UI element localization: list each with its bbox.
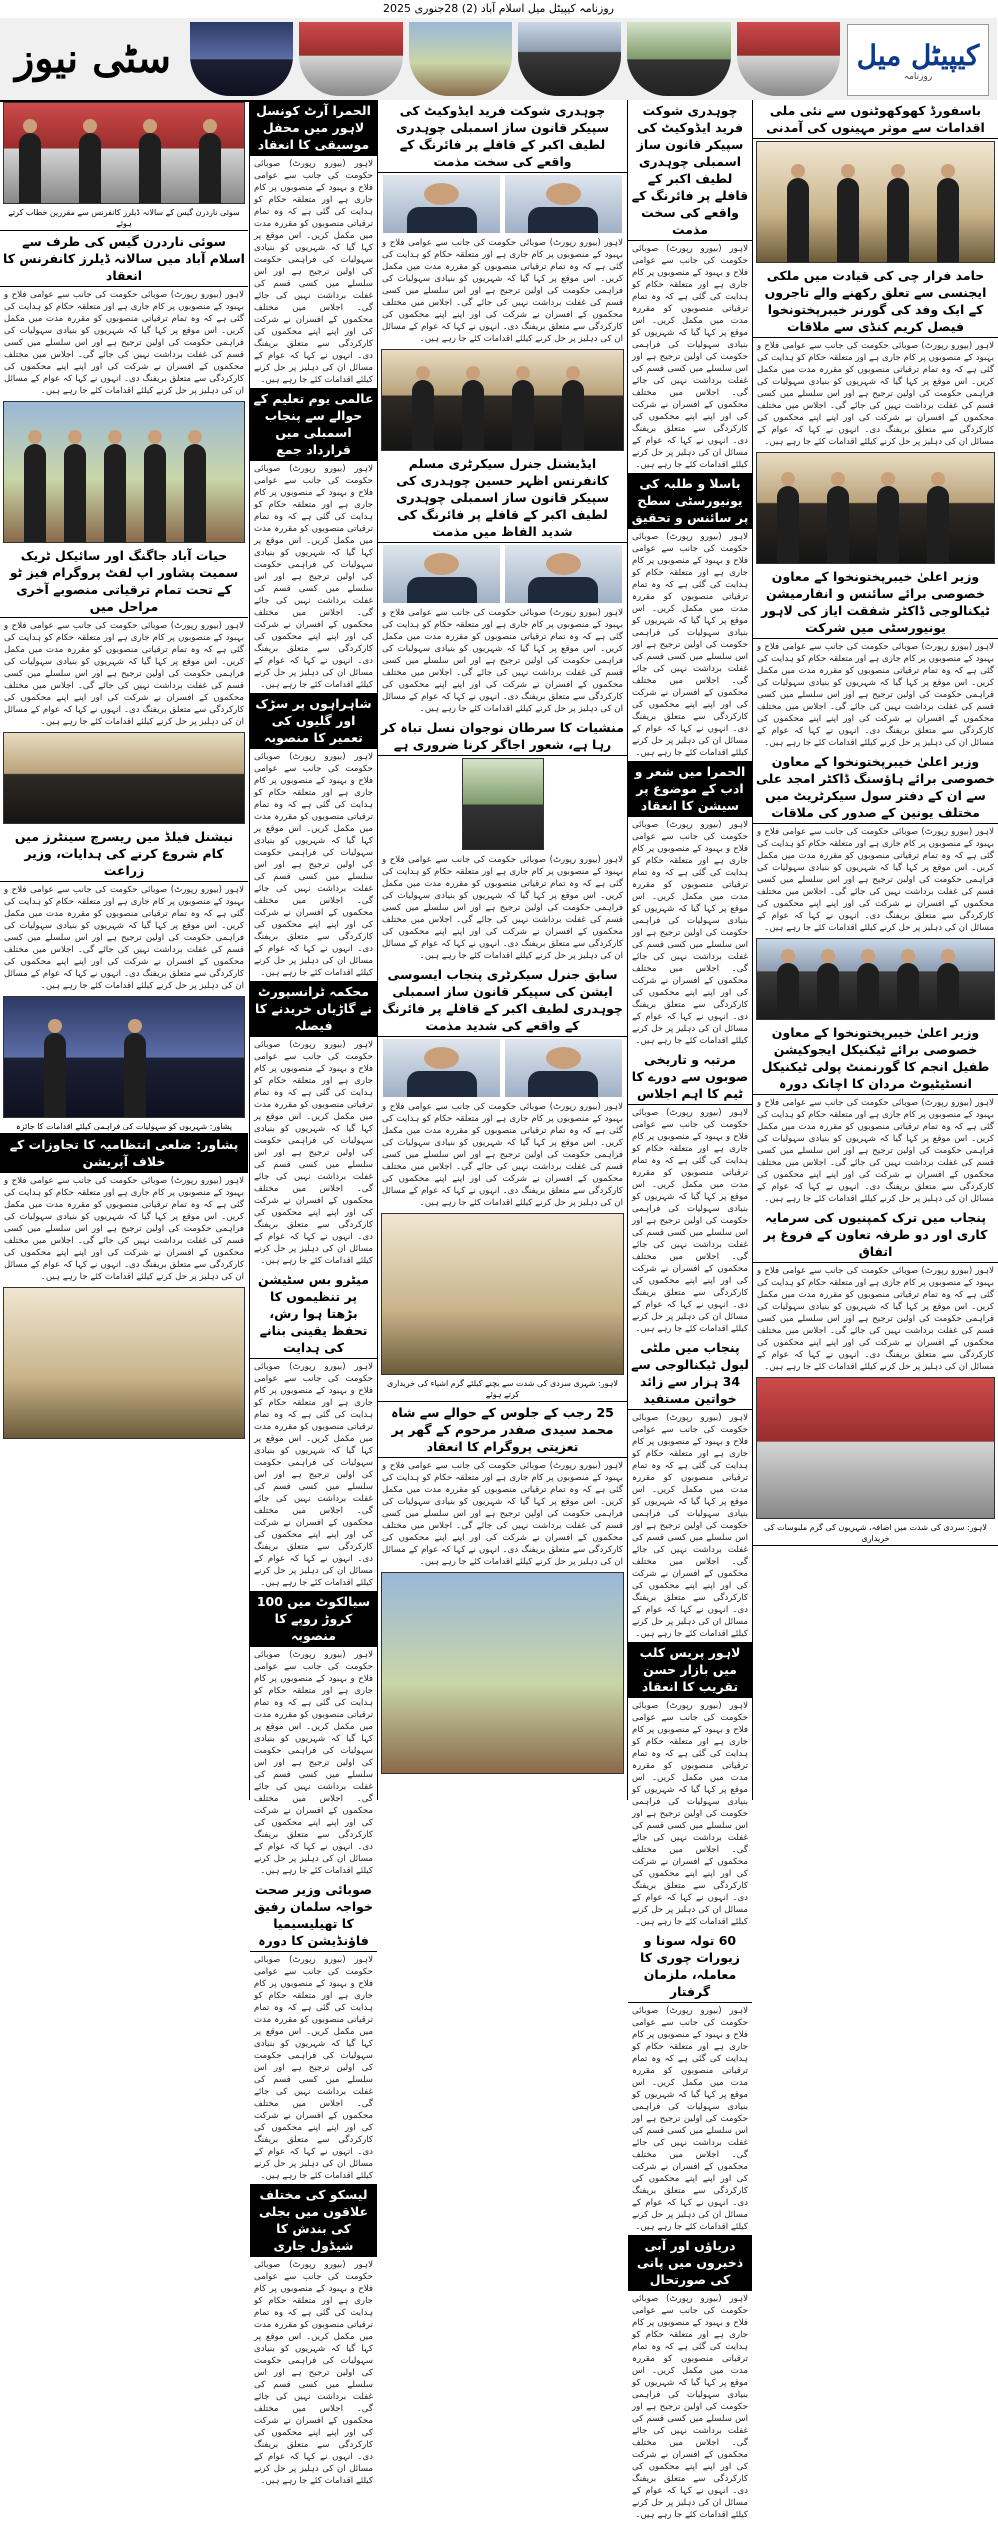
portrait [383, 1039, 500, 1097]
article-body: لاہور (بیورو رپورٹ) صوبائی حکومت کی جانب سے عوامی فلاح و بہبود کے منصوبوں پر کام جاری ہے اور متعلقہ حکام کو ہدایت کی گئی ہے کہ وہ تمام ترقیاتی منصوبوں کو مقررہ مدت میں مکمل کریں۔ اس موقع پر کہا گیا کہ شہریوں کو بنیادی سہولیات کی فراہمی حکومت کی اولین ترجیح ہے اور اس سلسلے میں کسی قسم کی غفلت برداشت نہیں کی جائے گی۔ اجلاس میں مختلف محکموں کے افسران نے شرکت کی اور اپنے اپنے محکموں کی کارکردگی سے متعلق بریفنگ دی۔ انہوں نے کہا کہ عوام کے مسائل ان کی دہلیز پر حل کرنے کیلئے اقدامات کئے جا رہے ہیں۔ [632, 2006, 748, 2232]
portrait [505, 175, 622, 233]
masthead-photo [737, 22, 840, 96]
news-photo [756, 141, 995, 263]
news-photo [3, 102, 245, 204]
headline: وزیر اعلیٰ خیبرپختونخوا کے معاون خصوصی برائے ہاؤسنگ ڈاکٹر امجد علی سے ان کے دفتر سول سیکرٹریٹ میں مختلف یونین کے صدور کی ملاقات [753, 751, 998, 824]
headline: وزیر اعلیٰ خیبرپختونخوا کے معاون خصوصی برائے ٹیکنیکل ایجوکیشن طفیل انجم کا گورنمنٹ پولی ٹیکنیکل انسٹیٹیوٹ مردان کا اچانک دورہ [753, 1022, 998, 1095]
portrait [383, 175, 500, 233]
article-body: لاہور (بیورو رپورٹ) صوبائی حکومت کی جانب سے عوامی فلاح و بہبود کے منصوبوں پر کام جاری ہے اور متعلقہ حکام کو ہدایت کی گئی ہے کہ وہ تمام ترقیاتی منصوبوں کو مقررہ مدت میں مکمل کریں۔ اس موقع پر کہا گیا کہ شہریوں کو بنیادی سہولیات کی فراہمی حکومت کی اولین ترجیح ہے اور اس سلسلے میں کسی قسم کی غفلت برداشت نہیں کی جائے گی۔ اجلاس میں مختلف محکموں کے افسران نے شرکت کی اور اپنے اپنے محکموں کی کارکردگی سے متعلق بریفنگ دی۔ انہوں نے کہا کہ عوام کے مسائل ان کی دہلیز پر حل کرنے کیلئے اقدامات کئے جا رہے ہیں۔ [4, 621, 244, 727]
dateline: روزنامہ کیپیٹل میل اسلام آباد (2) 28جنوری 2025 [383, 2, 614, 15]
photo-caption: لاہور: سردی کی شدت میں اضافہ، شہریوں کی گرم ملبوسات کی خریداری [753, 1521, 998, 1546]
headline: وزیر اعلیٰ خیبرپختونخوا کے معاون خصوصی برائے سائنس و انفارمیشن ٹیکنالوجی ڈاکٹر شفقت ایاز کی لاہور یونیورسٹی میں شرکت [753, 566, 998, 639]
headline: منشیات کا سرطان نوجوان نسل تباہ کر رہا ہے، شعور اجاگر کرنا ضروری ہے [378, 717, 627, 756]
article-body: لاہور (بیورو رپورٹ) صوبائی حکومت کی جانب سے عوامی فلاح و بہبود کے منصوبوں پر کام جاری ہے اور متعلقہ حکام کو ہدایت کی گئی ہے کہ وہ تمام ترقیاتی منصوبوں کو مقررہ مدت میں مکمل کریں۔ اس موقع پر کہا گیا کہ شہریوں کو بنیادی سہولیات کی فراہمی حکومت کی اولین ترجیح ہے اور اس سلسلے میں کسی قسم کی غفلت برداشت نہیں کی جائے گی۔ اجلاس میں مختلف محکموں کے افسران نے شرکت کی اور اپنے اپنے محکموں کی کارکردگی سے متعلق بریفنگ دی۔ انہوں نے کہا کہ عوام کے مسائل ان کی دہلیز پر حل کرنے کیلئے اقدامات کئے جا رہے ہیں۔ [757, 642, 994, 748]
masthead-photo [409, 22, 512, 96]
masthead-photo [627, 22, 730, 96]
headline: لاہور پریس کلب میں بازار حسن تقریب کا انعقاد [628, 1642, 752, 1698]
headline: باسلا و طلبہ کی یونیورسٹی سطح پر سائنس و تحقیق [628, 473, 752, 529]
article-body: لاہور (بیورو رپورٹ) صوبائی حکومت کی جانب سے عوامی فلاح و بہبود کے منصوبوں پر کام جاری ہے اور متعلقہ حکام کو ہدایت کی گئی ہے کہ وہ تمام ترقیاتی منصوبوں کو مقررہ مدت میں مکمل کریں۔ اس موقع پر کہا گیا کہ شہریوں کو بنیادی سہولیات کی فراہمی حکومت کی اولین ترجیح ہے اور اس سلسلے میں کسی قسم کی غفلت برداشت نہیں کی جائے گی۔ اجلاس میں مختلف محکموں کے افسران نے شرکت کی اور اپنے اپنے محکموں کی کارکردگی سے متعلق بریفنگ دی۔ انہوں نے کہا کہ عوام کے مسائل ان کی دہلیز پر حل کرنے کیلئے اقدامات کئے جا رہے ہیں۔ [254, 1650, 373, 1876]
headline: چوہدری شوکت فرید ایڈوکیٹ کی سپیکر قانون ساز اسمبلی چوہدری لطیف اکبر کے قافلے پر فائرنگ کے واقعے کی سخت مذمت [378, 100, 627, 173]
headline: پنجاب میں ترک کمپنیوں کی سرمایہ کاری اور دو طرفہ تعاون کے فروغ پر اتفاق [753, 1207, 998, 1263]
headline: حیات آباد جاگنگ اور سائیکل ٹریک سمیت پشاور اپ لفٹ پروگرام فیز ٹو کے تحت تمام ترقیاتی منصوبے آخری مراحل میں [0, 545, 248, 618]
news-photo [3, 732, 245, 824]
news-photo [381, 1213, 624, 1375]
article-body: لاہور (بیورو رپورٹ) صوبائی حکومت کی جانب سے عوامی فلاح و بہبود کے منصوبوں پر کام جاری ہے اور متعلقہ حکام کو ہدایت کی گئی ہے کہ وہ تمام ترقیاتی منصوبوں کو مقررہ مدت میں مکمل کریں۔ اس موقع پر کہا گیا کہ شہریوں کو بنیادی سہولیات کی فراہمی حکومت کی اولین ترجیح ہے اور اس سلسلے میں کسی قسم کی غفلت برداشت نہیں کی جائے گی۔ اجلاس میں مختلف محکموں کے افسران نے شرکت کی اور اپنے اپنے محکموں کی کارکردگی سے متعلق بریفنگ دی۔ انہوں نے کہا کہ عوام کے مسائل ان کی دہلیز پر حل کرنے کیلئے اقدامات کئے جا رہے ہیں۔ [382, 608, 623, 714]
headline: سوئی ناردرن گیس کی طرف سے اسلام آباد میں سالانہ ڈیلرز کانفرنس کا انعقاد [0, 231, 248, 287]
news-photo [3, 996, 245, 1118]
article-body: لاہور (بیورو رپورٹ) صوبائی حکومت کی جانب سے عوامی فلاح و بہبود کے منصوبوں پر کام جاری ہے اور متعلقہ حکام کو ہدایت کی گئی ہے کہ وہ تمام ترقیاتی منصوبوں کو مقررہ مدت میں مکمل کریں۔ اس موقع پر کہا گیا کہ شہریوں کو بنیادی سہولیات کی فراہمی حکومت کی اولین ترجیح ہے اور اس سلسلے میں کسی قسم کی غفلت برداشت نہیں کی جائے گی۔ اجلاس میں مختلف محکموں کے افسران نے شرکت کی اور اپنے اپنے محکموں کی کارکردگی سے متعلق بریفنگ دی۔ انہوں نے کہا کہ عوام کے مسائل ان کی دہلیز پر حل کرنے کیلئے اقدامات کئے جا رہے ہیں۔ [757, 1266, 994, 1372]
article-body: لاہور (بیورو رپورٹ) صوبائی حکومت کی جانب سے عوامی فلاح و بہبود کے منصوبوں پر کام جاری ہے اور متعلقہ حکام کو ہدایت کی گئی ہے کہ وہ تمام ترقیاتی منصوبوں کو مقررہ مدت میں مکمل کریں۔ اس موقع پر کہا گیا کہ شہریوں کو بنیادی سہولیات کی فراہمی حکومت کی اولین ترجیح ہے اور اس سلسلے میں کسی قسم کی غفلت برداشت نہیں کی جائے گی۔ اجلاس میں مختلف محکموں کے افسران نے شرکت کی اور اپنے اپنے محکموں کی کارکردگی سے متعلق بریفنگ دی۔ انہوں نے کہا کہ عوام کے مسائل ان کی دہلیز پر حل کرنے کیلئے اقدامات کئے جا رہے ہیں۔ [382, 1461, 623, 1567]
headline: حامد فرار چی کی قیادت میں ملکی ایجنسی سے تعلق رکھنے والے تاجروں کے ایک وفد کی گورنر خیبرپختونخوا فیصل کریم کنڈی سے ملاقات [753, 265, 998, 338]
headline: نیشنل فیلڈ میں ریسرچ سینٹرز میں کام شروع کرنے کی ہدایات، وزیر زراعت [0, 826, 248, 882]
column-2 [627, 100, 752, 2520]
article-body: لاہور (بیورو رپورٹ) صوبائی حکومت کی جانب سے عوامی فلاح و بہبود کے منصوبوں پر کام جاری ہے اور متعلقہ حکام کو ہدایت کی گئی ہے کہ وہ تمام ترقیاتی منصوبوں کو مقررہ مدت میں مکمل کریں۔ اس موقع پر کہا گیا کہ شہریوں کو بنیادی سہولیات کی فراہمی حکومت کی اولین ترجیح ہے اور اس سلسلے میں کسی قسم کی غفلت برداشت نہیں کی جائے گی۔ اجلاس میں مختلف محکموں کے افسران نے شرکت کی اور اپنے اپنے محکموں کی کارکردگی سے متعلق بریفنگ دی۔ انہوں نے کہا کہ عوام کے مسائل ان کی دہلیز پر حل کرنے کیلئے اقدامات کئے جا رہے ہیں۔ [632, 1413, 748, 1639]
headline: لیسکو کی مختلف علاقوں میں بجلی کی بندش کا شیڈول جاری [250, 2184, 377, 2257]
article-body: لاہور (بیورو رپورٹ) صوبائی حکومت کی جانب سے عوامی فلاح و بہبود کے منصوبوں پر کام جاری ہے اور متعلقہ حکام کو ہدایت کی گئی ہے کہ وہ تمام ترقیاتی منصوبوں کو مقررہ مدت میں مکمل کریں۔ اس موقع پر کہا گیا کہ شہریوں کو بنیادی سہولیات کی فراہمی حکومت کی اولین ترجیح ہے اور اس سلسلے میں کسی قسم کی غفلت برداشت نہیں کی جائے گی۔ اجلاس میں مختلف محکموں کے افسران نے شرکت کی اور اپنے اپنے محکموں کی کارکردگی سے متعلق بریفنگ دی۔ انہوں نے کہا کہ عوام کے مسائل ان کی دہلیز پر حل کرنے کیلئے اقدامات کئے جا رہے ہیں۔ [4, 1176, 244, 1282]
photo-caption: پشاور: شہریوں کو سہولیات کی فراہمی کیلئے اقدامات کا جائزہ [0, 1120, 248, 1134]
column-5 [0, 100, 248, 1800]
article-body: لاہور (بیورو رپورٹ) صوبائی حکومت کی جانب سے عوامی فلاح و بہبود کے منصوبوں پر کام جاری ہے اور متعلقہ حکام کو ہدایت کی گئی ہے کہ وہ تمام ترقیاتی منصوبوں کو مقررہ مدت میں مکمل کریں۔ اس موقع پر کہا گیا کہ شہریوں کو بنیادی سہولیات کی فراہمی حکومت کی اولین ترجیح ہے اور اس سلسلے میں کسی قسم کی غفلت برداشت نہیں کی جائے گی۔ اجلاس میں مختلف محکموں کے افسران نے شرکت کی اور اپنے اپنے محکموں کی کارکردگی سے متعلق بریفنگ دی۔ انہوں نے کہا کہ عوام کے مسائل ان کی دہلیز پر حل کرنے کیلئے اقدامات کئے جا رہے ہیں۔ [757, 1098, 994, 1204]
column-4 [249, 100, 377, 2486]
article-body: لاہور (بیورو رپورٹ) صوبائی حکومت کی جانب سے عوامی فلاح و بہبود کے منصوبوں پر کام جاری ہے اور متعلقہ حکام کو ہدایت کی گئی ہے کہ وہ تمام ترقیاتی منصوبوں کو مقررہ مدت میں مکمل کریں۔ اس موقع پر کہا گیا کہ شہریوں کو بنیادی سہولیات کی فراہمی حکومت کی اولین ترجیح ہے اور اس سلسلے میں کسی قسم کی غفلت برداشت نہیں کی جائے گی۔ اجلاس میں مختلف محکموں کے افسران نے شرکت کی اور اپنے اپنے محکموں کی کارکردگی سے متعلق بریفنگ دی۔ انہوں نے کہا کہ عوام کے مسائل ان کی دہلیز پر حل کرنے کیلئے اقدامات کئے جا رہے ہیں۔ [757, 827, 994, 933]
news-photo [756, 452, 995, 564]
headline: باسفورڈ کھوکھوٹنوں سے نئی ملی اقدامات سے موثر مہینوں کی آمدنی [753, 100, 998, 139]
headline: میٹرو بس سٹیشن پر تنظیموں کا بڑھتا ہوا رش، تحفظ یقینی بنانے کی ہدایت [250, 1269, 377, 1359]
headline: چوہدری شوکت فرید ایڈوکیٹ کی سپیکر قانون ساز اسمبلی چوہدری لطیف اکبر کے قافلے پر فائرنگ کے واقعے کی سخت مذمت [628, 100, 752, 241]
masthead-photo [518, 22, 621, 96]
article-body: لاہور (بیورو رپورٹ) صوبائی حکومت کی جانب سے عوامی فلاح و بہبود کے منصوبوں پر کام جاری ہے اور متعلقہ حکام کو ہدایت کی گئی ہے کہ وہ تمام ترقیاتی منصوبوں کو مقررہ مدت میں مکمل کریں۔ اس موقع پر کہا گیا کہ شہریوں کو بنیادی سہولیات کی فراہمی حکومت کی اولین ترجیح ہے اور اس سلسلے میں کسی قسم کی غفلت برداشت نہیں کی جائے گی۔ اجلاس میں مختلف محکموں کے افسران نے شرکت کی اور اپنے اپنے محکموں کی کارکردگی سے متعلق بریفنگ دی۔ انہوں نے کہا کہ عوام کے مسائل ان کی دہلیز پر حل کرنے کیلئے اقدامات کئے جا رہے ہیں۔ [254, 2260, 373, 2486]
article-body: لاہور (بیورو رپورٹ) صوبائی حکومت کی جانب سے عوامی فلاح و بہبود کے منصوبوں پر کام جاری ہے اور متعلقہ حکام کو ہدایت کی گئی ہے کہ وہ تمام ترقیاتی منصوبوں کو مقررہ مدت میں مکمل کریں۔ اس موقع پر کہا گیا کہ شہریوں کو بنیادی سہولیات کی فراہمی حکومت کی اولین ترجیح ہے اور اس سلسلے میں کسی قسم کی غفلت برداشت نہیں کی جائے گی۔ اجلاس میں مختلف محکموں کے افسران نے شرکت کی اور اپنے اپنے محکموں کی کارکردگی سے متعلق بریفنگ دی۔ انہوں نے کہا کہ عوام کے مسائل ان کی دہلیز پر حل کرنے کیلئے اقدامات کئے جا رہے ہیں۔ [254, 1955, 373, 2181]
article-body: لاہور (بیورو رپورٹ) صوبائی حکومت کی جانب سے عوامی فلاح و بہبود کے منصوبوں پر کام جاری ہے اور متعلقہ حکام کو ہدایت کی گئی ہے کہ وہ تمام ترقیاتی منصوبوں کو مقررہ مدت میں مکمل کریں۔ اس موقع پر کہا گیا کہ شہریوں کو بنیادی سہولیات کی فراہمی حکومت کی اولین ترجیح ہے اور اس سلسلے میں کسی قسم کی غفلت برداشت نہیں کی جائے گی۔ اجلاس میں مختلف محکموں کے افسران نے شرکت کی اور اپنے اپنے محکموں کی کارکردگی سے متعلق بریفنگ دی۔ انہوں نے کہا کہ عوام کے مسائل ان کی دہلیز پر حل کرنے کیلئے اقدامات کئے جا رہے ہیں۔ [632, 2294, 748, 2520]
article-body: لاہور (بیورو رپورٹ) صوبائی حکومت کی جانب سے عوامی فلاح و بہبود کے منصوبوں پر کام جاری ہے اور متعلقہ حکام کو ہدایت کی گئی ہے کہ وہ تمام ترقیاتی منصوبوں کو مقررہ مدت میں مکمل کریں۔ اس موقع پر کہا گیا کہ شہریوں کو بنیادی سہولیات کی فراہمی حکومت کی اولین ترجیح ہے اور اس سلسلے میں کسی قسم کی غفلت برداشت نہیں کی جائے گی۔ اجلاس میں مختلف محکموں کے افسران نے شرکت کی اور اپنے اپنے محکموں کی کارکردگی سے متعلق بریفنگ دی۔ انہوں نے کہا کہ عوام کے مسائل ان کی دہلیز پر حل کرنے کیلئے اقدامات کئے جا رہے ہیں۔ [254, 464, 373, 690]
news-photo [3, 1287, 245, 1439]
masthead-photo [299, 22, 402, 96]
column-1 [752, 100, 998, 1800]
headline: پنجاب میں ملٹی لیول ٹیکنالوجی سے 34 ہزار سے زائد خواتین مستفید [628, 1337, 752, 1410]
brand-sub: روزنامہ [903, 71, 933, 82]
portrait [505, 1039, 622, 1097]
brand-name: کیپیٹل میل [856, 38, 980, 72]
article-body: لاہور (بیورو رپورٹ) صوبائی حکومت کی جانب سے عوامی فلاح و بہبود کے منصوبوں پر کام جاری ہے اور متعلقہ حکام کو ہدایت کی گئی ہے کہ وہ تمام ترقیاتی منصوبوں کو مقررہ مدت میں مکمل کریں۔ اس موقع پر کہا گیا کہ شہریوں کو بنیادی سہولیات کی فراہمی حکومت کی اولین ترجیح ہے اور اس سلسلے میں کسی قسم کی غفلت برداشت نہیں کی جائے گی۔ اجلاس میں مختلف محکموں کے افسران نے شرکت کی اور اپنے اپنے محکموں کی کارکردگی سے متعلق بریفنگ دی۔ انہوں نے کہا کہ عوام کے مسائل ان کی دہلیز پر حل کرنے کیلئے اقدامات کئے جا رہے ہیں۔ [757, 341, 994, 447]
headline: الحمرا میں شعر و ادب کے موضوع پر سیشن کا انعقاد [628, 761, 752, 817]
headline: محکمہ ٹرانسپورٹ نے گاڑیاں خریدنے کا فیصلہ [250, 981, 377, 1037]
headline: ایڈیشنل جنرل سیکرٹری مسلم کانفرنس اظہر حسین چوہدری کی سپیکر قانون ساز اسمبلی چوہدری لطیف اکبر کے قافلے پر فائرنگ کی شدید الفاظ میں مذمت [378, 453, 627, 543]
article-body: لاہور (بیورو رپورٹ) صوبائی حکومت کی جانب سے عوامی فلاح و بہبود کے منصوبوں پر کام جاری ہے اور متعلقہ حکام کو ہدایت کی گئی ہے کہ وہ تمام ترقیاتی منصوبوں کو مقررہ مدت میں مکمل کریں۔ اس موقع پر کہا گیا کہ شہریوں کو بنیادی سہولیات کی فراہمی حکومت کی اولین ترجیح ہے اور اس سلسلے میں کسی قسم کی غفلت برداشت نہیں کی جائے گی۔ اجلاس میں مختلف محکموں کے افسران نے شرکت کی اور اپنے اپنے محکموں کی کارکردگی سے متعلق بریفنگ دی۔ انہوں نے کہا کہ عوام کے مسائل ان کی دہلیز پر حل کرنے کیلئے اقدامات کئے جا رہے ہیں۔ [632, 532, 748, 758]
headline: شاہراہوں پر سڑک اور گلیوں کی تعمیر کا منصوبہ [250, 693, 377, 749]
portrait-pair [378, 173, 627, 235]
news-photo [381, 349, 624, 451]
article-body: لاہور (بیورو رپورٹ) صوبائی حکومت کی جانب سے عوامی فلاح و بہبود کے منصوبوں پر کام جاری ہے اور متعلقہ حکام کو ہدایت کی گئی ہے کہ وہ تمام ترقیاتی منصوبوں کو مقررہ مدت میں مکمل کریں۔ اس موقع پر کہا گیا کہ شہریوں کو بنیادی سہولیات کی فراہمی حکومت کی اولین ترجیح ہے اور اس سلسلے میں کسی قسم کی غفلت برداشت نہیں کی جائے گی۔ اجلاس میں مختلف محکموں کے افسران نے شرکت کی اور اپنے اپنے محکموں کی کارکردگی سے متعلق بریفنگ دی۔ انہوں نے کہا کہ عوام کے مسائل ان کی دہلیز پر حل کرنے کیلئے اقدامات کئے جا رہے ہیں۔ [254, 159, 373, 385]
news-photo [3, 401, 245, 543]
masthead-photo-strip [190, 22, 840, 96]
portrait [383, 545, 500, 603]
news-photo [462, 758, 544, 850]
masthead-photo [190, 22, 293, 96]
news-photo [756, 938, 995, 1020]
headline: عالمی یوم تعلیم کے حوالے سے پنجاب اسمبلی میں قرارداد جمع [250, 388, 377, 461]
article-body: لاہور (بیورو رپورٹ) صوبائی حکومت کی جانب سے عوامی فلاح و بہبود کے منصوبوں پر کام جاری ہے اور متعلقہ حکام کو ہدایت کی گئی ہے کہ وہ تمام ترقیاتی منصوبوں کو مقررہ مدت میں مکمل کریں۔ اس موقع پر کہا گیا کہ شہریوں کو بنیادی سہولیات کی فراہمی حکومت کی اولین ترجیح ہے اور اس سلسلے میں کسی قسم کی غفلت برداشت نہیں کی جائے گی۔ اجلاس میں مختلف محکموں کے افسران نے شرکت کی اور اپنے اپنے محکموں کی کارکردگی سے متعلق بریفنگ دی۔ انہوں نے کہا کہ عوام کے مسائل ان کی دہلیز پر حل کرنے کیلئے اقدامات کئے جا رہے ہیں۔ [632, 1701, 748, 1927]
photo-caption: لاہور: شہری سردی کی شدت سے بچنے کیلئے گرم اشیاء کی خریداری کرتے ہوئے [378, 1377, 627, 1402]
section-title: سٹی نیوز [14, 34, 172, 82]
headline: 60 تولہ سونا و زیورات چوری کا معاملہ، ملزمان گرفتار [628, 1930, 752, 2003]
article-body: لاہور (بیورو رپورٹ) صوبائی حکومت کی جانب سے عوامی فلاح و بہبود کے منصوبوں پر کام جاری ہے اور متعلقہ حکام کو ہدایت کی گئی ہے کہ وہ تمام ترقیاتی منصوبوں کو مقررہ مدت میں مکمل کریں۔ اس موقع پر کہا گیا کہ شہریوں کو بنیادی سہولیات کی فراہمی حکومت کی اولین ترجیح ہے اور اس سلسلے میں کسی قسم کی غفلت برداشت نہیں کی جائے گی۔ اجلاس میں مختلف محکموں کے افسران نے شرکت کی اور اپنے اپنے محکموں کی کارکردگی سے متعلق بریفنگ دی۔ انہوں نے کہا کہ عوام کے مسائل ان کی دہلیز پر حل کرنے کیلئے اقدامات کئے جا رہے ہیں۔ [632, 820, 748, 1046]
article-body: لاہور (بیورو رپورٹ) صوبائی حکومت کی جانب سے عوامی فلاح و بہبود کے منصوبوں پر کام جاری ہے اور متعلقہ حکام کو ہدایت کی گئی ہے کہ وہ تمام ترقیاتی منصوبوں کو مقررہ مدت میں مکمل کریں۔ اس موقع پر کہا گیا کہ شہریوں کو بنیادی سہولیات کی فراہمی حکومت کی اولین ترجیح ہے اور اس سلسلے میں کسی قسم کی غفلت برداشت نہیں کی جائے گی۔ اجلاس میں مختلف محکموں کے افسران نے شرکت کی اور اپنے اپنے محکموں کی کارکردگی سے متعلق بریفنگ دی۔ انہوں نے کہا کہ عوام کے مسائل ان کی دہلیز پر حل کرنے کیلئے اقدامات کئے جا رہے ہیں۔ [254, 1362, 373, 1588]
headline: صوبائی وزیر صحت خواجہ سلمان رفیق کا تھیلیسیمیا فاؤنڈیشن کا دورہ [250, 1879, 377, 1952]
headline: مرتبہ و تاریخی صوبوں سے دورے کا ٹیم کا اہم اجلاس [628, 1049, 752, 1105]
portrait-pair [378, 1037, 627, 1099]
headline: پشاور: ضلعی انتظامیہ کا تجاوزات کے خلاف آپریشن [0, 1134, 248, 1173]
portrait [505, 545, 622, 603]
headline: سیالکوٹ میں 100 کروڑ روپے کا منصوبہ [250, 1591, 377, 1647]
article-body: لاہور (بیورو رپورٹ) صوبائی حکومت کی جانب سے عوامی فلاح و بہبود کے منصوبوں پر کام جاری ہے اور متعلقہ حکام کو ہدایت کی گئی ہے کہ وہ تمام ترقیاتی منصوبوں کو مقررہ مدت میں مکمل کریں۔ اس موقع پر کہا گیا کہ شہریوں کو بنیادی سہولیات کی فراہمی حکومت کی اولین ترجیح ہے اور اس سلسلے میں کسی قسم کی غفلت برداشت نہیں کی جائے گی۔ اجلاس میں مختلف محکموں کے افسران نے شرکت کی اور اپنے اپنے محکموں کی کارکردگی سے متعلق بریفنگ دی۔ انہوں نے کہا کہ عوام کے مسائل ان کی دہلیز پر حل کرنے کیلئے اقدامات کئے جا رہے ہیں۔ [632, 1108, 748, 1334]
portrait-pair [378, 543, 627, 605]
news-photo [756, 1377, 995, 1519]
article-body: لاہور (بیورو رپورٹ) صوبائی حکومت کی جانب سے عوامی فلاح و بہبود کے منصوبوں پر کام جاری ہے اور متعلقہ حکام کو ہدایت کی گئی ہے کہ وہ تمام ترقیاتی منصوبوں کو مقررہ مدت میں مکمل کریں۔ اس موقع پر کہا گیا کہ شہریوں کو بنیادی سہولیات کی فراہمی حکومت کی اولین ترجیح ہے اور اس سلسلے میں کسی قسم کی غفلت برداشت نہیں کی جائے گی۔ اجلاس میں مختلف محکموں کے افسران نے شرکت کی اور اپنے اپنے محکموں کی کارکردگی سے متعلق بریفنگ دی۔ انہوں نے کہا کہ عوام کے مسائل ان کی دہلیز پر حل کرنے کیلئے اقدامات کئے جا رہے ہیں۔ [254, 1040, 373, 1266]
article-body: لاہور (بیورو رپورٹ) صوبائی حکومت کی جانب سے عوامی فلاح و بہبود کے منصوبوں پر کام جاری ہے اور متعلقہ حکام کو ہدایت کی گئی ہے کہ وہ تمام ترقیاتی منصوبوں کو مقررہ مدت میں مکمل کریں۔ اس موقع پر کہا گیا کہ شہریوں کو بنیادی سہولیات کی فراہمی حکومت کی اولین ترجیح ہے اور اس سلسلے میں کسی قسم کی غفلت برداشت نہیں کی جائے گی۔ اجلاس میں مختلف محکموں کے افسران نے شرکت کی اور اپنے اپنے محکموں کی کارکردگی سے متعلق بریفنگ دی۔ انہوں نے کہا کہ عوام کے مسائل ان کی دہلیز پر حل کرنے کیلئے اقدامات کئے جا رہے ہیں۔ [382, 238, 623, 344]
photo-caption: سوئی ناردرن گیس کے سالانہ ڈیلرز کانفرنس سے مقررین خطاب کرتے ہوئے [0, 206, 248, 231]
article-body: لاہور (بیورو رپورٹ) صوبائی حکومت کی جانب سے عوامی فلاح و بہبود کے منصوبوں پر کام جاری ہے اور متعلقہ حکام کو ہدایت کی گئی ہے کہ وہ تمام ترقیاتی منصوبوں کو مقررہ مدت میں مکمل کریں۔ اس موقع پر کہا گیا کہ شہریوں کو بنیادی سہولیات کی فراہمی حکومت کی اولین ترجیح ہے اور اس سلسلے میں کسی قسم کی غفلت برداشت نہیں کی جائے گی۔ اجلاس میں مختلف محکموں کے افسران نے شرکت کی اور اپنے اپنے محکموں کی کارکردگی سے متعلق بریفنگ دی۔ انہوں نے کہا کہ عوام کے مسائل ان کی دہلیز پر حل کرنے کیلئے اقدامات کئے جا رہے ہیں۔ [382, 855, 623, 961]
headline: دریاؤں اور آبی ذخیروں میں پانی کی صورتحال [628, 2235, 752, 2291]
headline: الحمرا آرٹ کونسل لاہور میں محفل موسیقی کا انعقاد [250, 100, 377, 156]
article-body: لاہور (بیورو رپورٹ) صوبائی حکومت کی جانب سے عوامی فلاح و بہبود کے منصوبوں پر کام جاری ہے اور متعلقہ حکام کو ہدایت کی گئی ہے کہ وہ تمام ترقیاتی منصوبوں کو مقررہ مدت میں مکمل کریں۔ اس موقع پر کہا گیا کہ شہریوں کو بنیادی سہولیات کی فراہمی حکومت کی اولین ترجیح ہے اور اس سلسلے میں کسی قسم کی غفلت برداشت نہیں کی جائے گی۔ اجلاس میں مختلف محکموں کے افسران نے شرکت کی اور اپنے اپنے محکموں کی کارکردگی سے متعلق بریفنگ دی۔ انہوں نے کہا کہ عوام کے مسائل ان کی دہلیز پر حل کرنے کیلئے اقدامات کئے جا رہے ہیں۔ [632, 244, 748, 470]
headline: 25 رجب کے جلوس کے حوالے سے شاہ محمد سیدی صفدر مرحوم کے گھر پر تعزیتی پروگرام کا انعقاد [378, 1402, 627, 1458]
article-body: لاہور (بیورو رپورٹ) صوبائی حکومت کی جانب سے عوامی فلاح و بہبود کے منصوبوں پر کام جاری ہے اور متعلقہ حکام کو ہدایت کی گئی ہے کہ وہ تمام ترقیاتی منصوبوں کو مقررہ مدت میں مکمل کریں۔ اس موقع پر کہا گیا کہ شہریوں کو بنیادی سہولیات کی فراہمی حکومت کی اولین ترجیح ہے اور اس سلسلے میں کسی قسم کی غفلت برداشت نہیں کی جائے گی۔ اجلاس میں مختلف محکموں کے افسران نے شرکت کی اور اپنے اپنے محکموں کی کارکردگی سے متعلق بریفنگ دی۔ انہوں نے کہا کہ عوام کے مسائل ان کی دہلیز پر حل کرنے کیلئے اقدامات کئے جا رہے ہیں۔ [254, 752, 373, 978]
article-body: لاہور (بیورو رپورٹ) صوبائی حکومت کی جانب سے عوامی فلاح و بہبود کے منصوبوں پر کام جاری ہے اور متعلقہ حکام کو ہدایت کی گئی ہے کہ وہ تمام ترقیاتی منصوبوں کو مقررہ مدت میں مکمل کریں۔ اس موقع پر کہا گیا کہ شہریوں کو بنیادی سہولیات کی فراہمی حکومت کی اولین ترجیح ہے اور اس سلسلے میں کسی قسم کی غفلت برداشت نہیں کی جائے گی۔ اجلاس میں مختلف محکموں کے افسران نے شرکت کی اور اپنے اپنے محکموں کی کارکردگی سے متعلق بریفنگ دی۔ انہوں نے کہا کہ عوام کے مسائل ان کی دہلیز پر حل کرنے کیلئے اقدامات کئے جا رہے ہیں۔ [4, 290, 244, 396]
masthead [0, 18, 997, 102]
brand-logo [847, 24, 989, 96]
headline: سابق جنرل سیکرٹری پنجاب ایسوسی ایشن کی سپیکر قانون ساز اسمبلی چوہدری لطیف اکبر کے قافلے پر فائرنگ کے واقعے کی شدید مذمت [378, 964, 627, 1037]
article-body: لاہور (بیورو رپورٹ) صوبائی حکومت کی جانب سے عوامی فلاح و بہبود کے منصوبوں پر کام جاری ہے اور متعلقہ حکام کو ہدایت کی گئی ہے کہ وہ تمام ترقیاتی منصوبوں کو مقررہ مدت میں مکمل کریں۔ اس موقع پر کہا گیا کہ شہریوں کو بنیادی سہولیات کی فراہمی حکومت کی اولین ترجیح ہے اور اس سلسلے میں کسی قسم کی غفلت برداشت نہیں کی جائے گی۔ اجلاس میں مختلف محکموں کے افسران نے شرکت کی اور اپنے اپنے محکموں کی کارکردگی سے متعلق بریفنگ دی۔ انہوں نے کہا کہ عوام کے مسائل ان کی دہلیز پر حل کرنے کیلئے اقدامات کئے جا رہے ہیں۔ [4, 885, 244, 991]
column-3 [377, 100, 627, 1800]
article-body: لاہور (بیورو رپورٹ) صوبائی حکومت کی جانب سے عوامی فلاح و بہبود کے منصوبوں پر کام جاری ہے اور متعلقہ حکام کو ہدایت کی گئی ہے کہ وہ تمام ترقیاتی منصوبوں کو مقررہ مدت میں مکمل کریں۔ اس موقع پر کہا گیا کہ شہریوں کو بنیادی سہولیات کی فراہمی حکومت کی اولین ترجیح ہے اور اس سلسلے میں کسی قسم کی غفلت برداشت نہیں کی جائے گی۔ اجلاس میں مختلف محکموں کے افسران نے شرکت کی اور اپنے اپنے محکموں کی کارکردگی سے متعلق بریفنگ دی۔ انہوں نے کہا کہ عوام کے مسائل ان کی دہلیز پر حل کرنے کیلئے اقدامات کئے جا رہے ہیں۔ [382, 1102, 623, 1208]
news-photo [381, 1572, 624, 1774]
